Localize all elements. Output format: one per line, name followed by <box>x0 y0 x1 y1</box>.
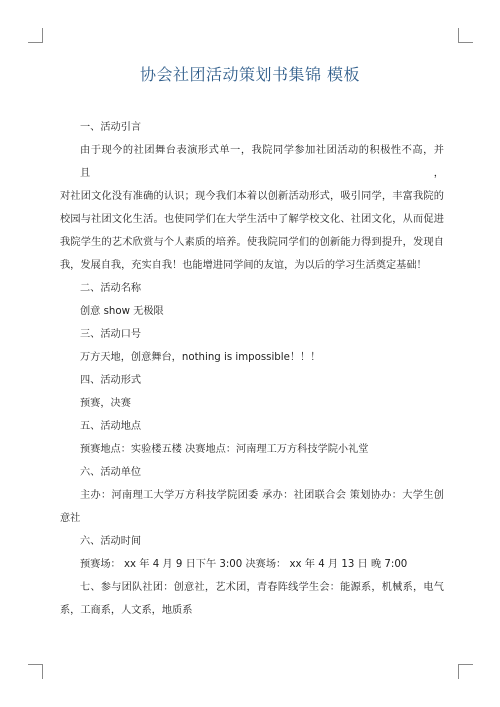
body-line: 我，发展自我，充实自我！也能增进同学间的友谊，为以后的学习生活奠定基础！ <box>60 260 427 271</box>
body-line: 创意 show 无极限 <box>80 306 164 317</box>
document-title: 协会社团活动策划书集锦 模板 <box>139 65 361 84</box>
body-line: 四、活动形式 <box>80 375 142 386</box>
body-line: 万方天地，创意舞台，nothing is impossible！！！ <box>80 352 321 363</box>
body-line: 六、活动时间 <box>80 536 142 547</box>
body-line: 六、活动单位 <box>80 467 142 478</box>
body-line: 主办：河南理工大学万方科技学院团委 承办：社团联合会 策划协办：大学生创 <box>80 490 444 501</box>
crop-mark-top-right <box>458 28 473 43</box>
body-line: 预赛场： xx 年 4 月 9 日下午 3:00 决赛场： xx 年 4 月 13 日 晚 7:00 <box>80 559 408 570</box>
body-line: 三、活动口号 <box>80 329 142 340</box>
body-line: 我院学生的艺术欣赏与个人素质的培养。使我院同学们的创新能力得到提升，发现自 <box>60 237 444 248</box>
body-line: 意社 <box>60 513 81 524</box>
body-line: 二、活动名称 <box>80 283 142 294</box>
crop-mark-bottom-left <box>28 664 43 679</box>
body-line: 系，工商系，人文系，地质系 <box>60 605 193 616</box>
body-line: 对社团文化没有准确的认识；现今我们本着以创新活动形式，吸引同学，丰富我院的 <box>60 191 444 202</box>
body-line: 校园与社团文化生活。也使同学们在大学生活中了解学校文化、社团文化，从而促进 <box>60 214 444 225</box>
crop-mark-top-left <box>28 28 43 43</box>
body-line: 预赛，决赛 <box>80 398 131 409</box>
body-line: 由于现今的社团舞台表演形式单一，我院同学参加社团活动的积极性不高，并且， <box>80 145 444 179</box>
body-line: 预赛地点：实验楼五楼 决赛地点：河南理工万方科技学院小礼堂 <box>80 444 369 455</box>
document-body <box>60 116 444 622</box>
body-line: 一、活动引言 <box>80 122 142 133</box>
body-line: 五、活动地点 <box>80 421 142 432</box>
body-line: 七、参与团队社团：创意社，艺术团，青春阵线学生会：能源系，机械系，电气 <box>80 582 444 593</box>
crop-mark-bottom-right <box>458 664 473 679</box>
